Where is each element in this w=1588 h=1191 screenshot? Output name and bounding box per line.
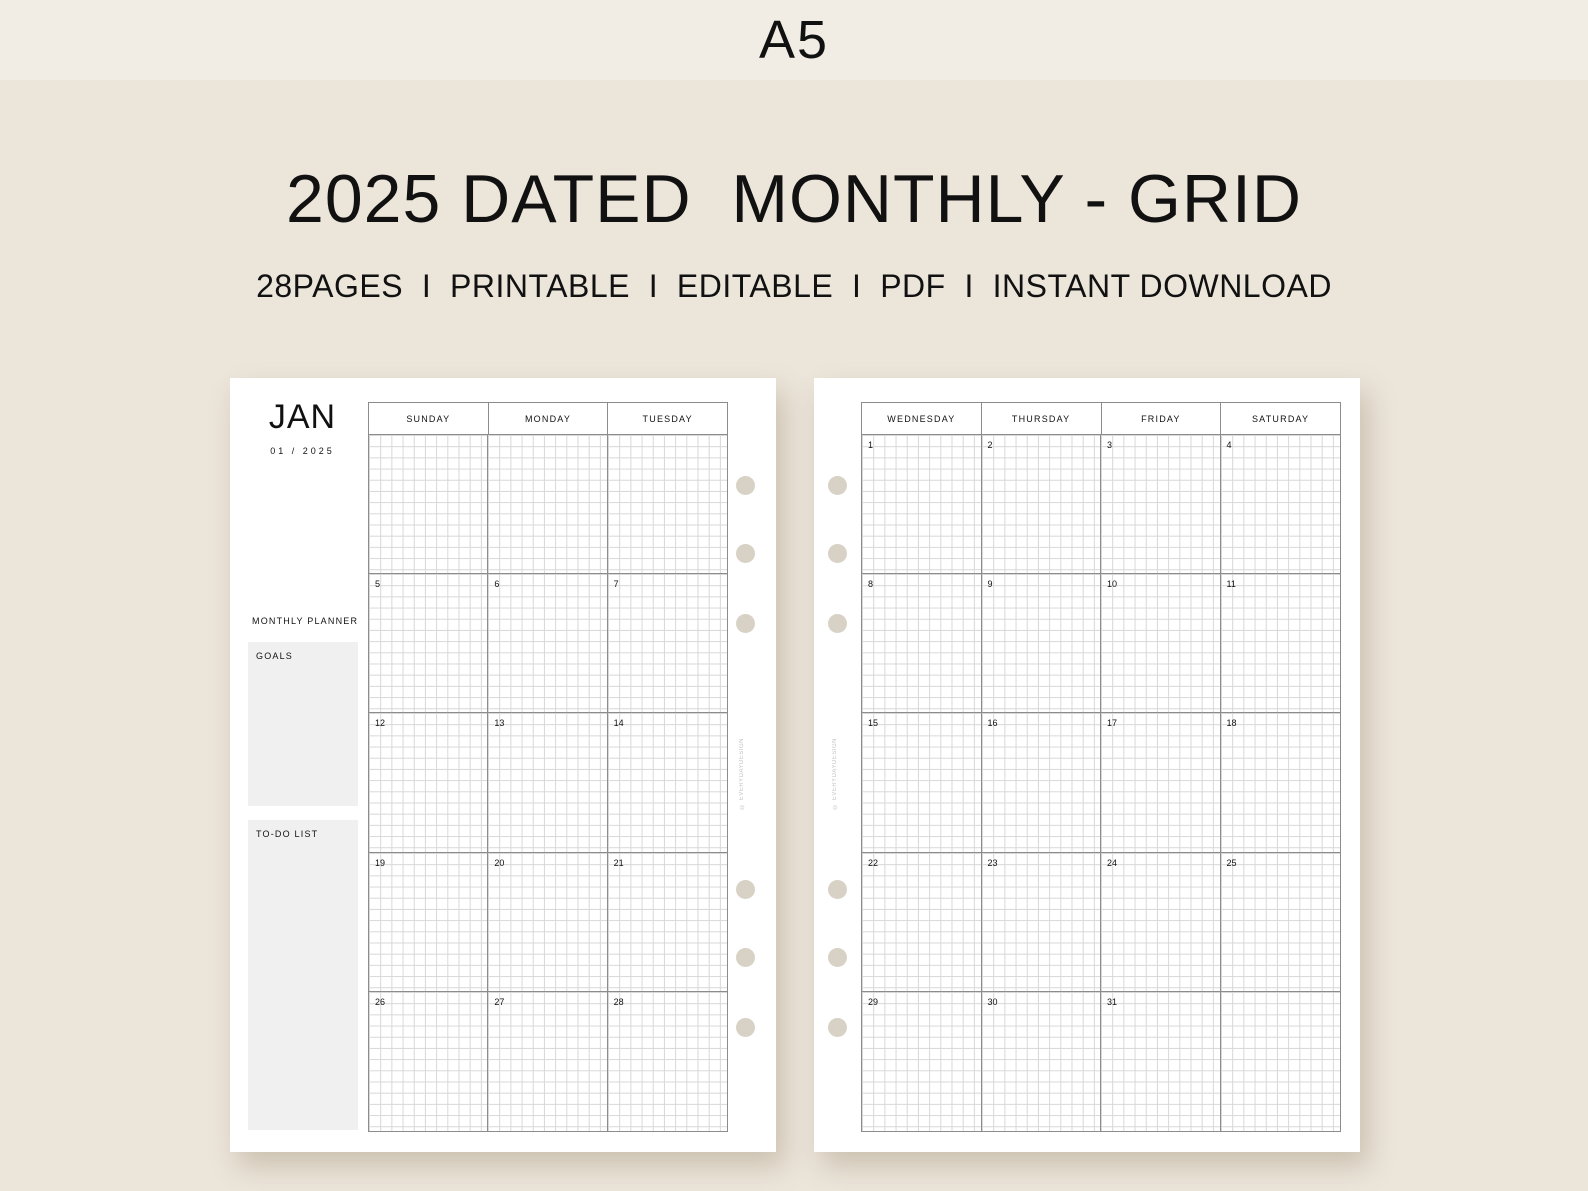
- day-cell: [608, 574, 727, 713]
- planner-page-left: [230, 378, 776, 1152]
- day-number: 1: [868, 440, 874, 450]
- day-cell: [1101, 853, 1221, 992]
- size-banner: [0, 0, 1588, 80]
- day-number: 15: [868, 718, 879, 729]
- day-number: 12: [375, 718, 386, 729]
- binder-hole: [828, 880, 847, 899]
- calendar-days-left: [369, 435, 727, 1131]
- day-number: 5: [375, 579, 381, 590]
- day-cell: [608, 435, 727, 574]
- day-number: 19: [375, 857, 386, 868]
- binder-hole: [828, 1018, 847, 1037]
- day-cell: [369, 713, 488, 852]
- day-number: 27: [494, 996, 505, 1007]
- binder-hole: [736, 476, 755, 495]
- day-cell: [862, 574, 982, 713]
- weekday-sunday: SUNDAY: [369, 403, 489, 434]
- monthly-planner-label: MONTHLY PLANNER: [252, 616, 359, 626]
- binder-hole: [828, 614, 847, 633]
- credit-text: © EVERYDAYDESIGN: [832, 738, 838, 809]
- day-cell: [862, 992, 982, 1131]
- day-cell: [369, 992, 488, 1131]
- day-cell: [982, 853, 1102, 992]
- day-cell: [1101, 435, 1221, 574]
- day-cell: [1101, 574, 1221, 713]
- binder-hole: [736, 614, 755, 633]
- day-cell: [982, 435, 1102, 574]
- day-number: 18: [1226, 718, 1237, 729]
- day-number: 2: [987, 440, 993, 450]
- day-number: 26: [375, 996, 386, 1007]
- day-cell: [488, 853, 607, 992]
- weekday-saturday: SATURDAY: [1251, 413, 1310, 424]
- calendar-grid-right: [861, 402, 1341, 1132]
- day-cell: [1221, 574, 1341, 713]
- goals-box: [248, 642, 358, 806]
- day-number: 7: [613, 579, 619, 590]
- product-title: 2025 DATED MONTHLY - GRID: [286, 161, 1302, 237]
- day-number: 30: [987, 996, 998, 1007]
- credit-text: © EVERYDAYDESIGN: [739, 738, 745, 809]
- month-subtitle: 01 / 2025: [270, 446, 335, 456]
- todo-box: [248, 820, 358, 1130]
- day-number: 17: [1107, 718, 1118, 729]
- day-cell: [1221, 713, 1341, 852]
- day-cell: [488, 992, 607, 1131]
- month-title: JAN: [268, 398, 337, 436]
- day-number: 8: [868, 579, 874, 590]
- weekday-header: [369, 403, 727, 435]
- day-number: 22: [868, 857, 879, 868]
- day-number: 16: [987, 718, 998, 729]
- day-number: 21: [613, 857, 624, 868]
- weekday-friday: FRIDAY: [1102, 403, 1222, 434]
- day-cell: [488, 435, 607, 574]
- size-label: A5: [758, 10, 830, 70]
- day-number: 28: [613, 996, 624, 1007]
- day-number: 3: [1107, 440, 1113, 450]
- binder-hole: [828, 476, 847, 495]
- day-number: 4: [1226, 440, 1232, 450]
- binder-hole: [736, 544, 755, 563]
- day-cell: [1221, 435, 1341, 574]
- day-cell: [488, 574, 607, 713]
- day-cell: [608, 713, 727, 852]
- day-cell: [608, 853, 727, 992]
- calendar-days-right: [862, 435, 1340, 1131]
- day-number: 25: [1226, 857, 1237, 868]
- weekday-wednesday: WEDNESDAY: [862, 403, 982, 434]
- day-number: 14: [613, 718, 624, 729]
- day-number: 11: [1226, 579, 1236, 590]
- day-cell: [1101, 713, 1221, 852]
- day-number: 10: [1107, 579, 1118, 590]
- weekday-thursday: THURSDAY: [982, 403, 1102, 434]
- weekday-tuesday: TUESDAY: [642, 413, 693, 424]
- goals-label: GOALS: [256, 651, 294, 661]
- day-number: 20: [494, 857, 505, 868]
- day-cell: [369, 853, 488, 992]
- day-cell: [862, 853, 982, 992]
- binder-hole: [736, 948, 755, 967]
- day-number: 23: [987, 857, 998, 868]
- day-number: 31: [1107, 996, 1118, 1007]
- day-cell: [982, 574, 1102, 713]
- day-cell: [1221, 853, 1341, 992]
- todo-label: TO-DO LIST: [256, 829, 319, 839]
- weekday-monday: MONDAY: [489, 403, 609, 434]
- day-cell: [982, 992, 1102, 1131]
- day-cell: [369, 574, 488, 713]
- binder-hole: [736, 1018, 755, 1037]
- day-number: 24: [1107, 857, 1118, 868]
- binder-hole: [828, 948, 847, 967]
- day-number: 29: [868, 996, 879, 1007]
- day-number: 6: [494, 579, 500, 590]
- day-cell: [862, 435, 982, 574]
- calendar-grid-left: [368, 402, 728, 1132]
- binder-hole: [828, 544, 847, 563]
- day-cell: [488, 713, 607, 852]
- day-cell: [862, 713, 982, 852]
- day-number: 13: [494, 718, 505, 729]
- weekday-header: [862, 403, 1340, 435]
- day-cell: [1101, 992, 1221, 1131]
- product-subtitle: 28PAGES I PRINTABLE I EDITABLE I PDF I INSTANT DOWNLOAD: [256, 268, 1332, 304]
- day-number: 9: [987, 579, 993, 590]
- binder-holes-right: [828, 378, 848, 1152]
- day-cell: [369, 435, 488, 574]
- day-cell: [608, 992, 727, 1131]
- day-cell: [1221, 992, 1341, 1131]
- day-cell: [982, 713, 1102, 852]
- planner-page-right: [814, 378, 1360, 1152]
- binder-hole: [736, 880, 755, 899]
